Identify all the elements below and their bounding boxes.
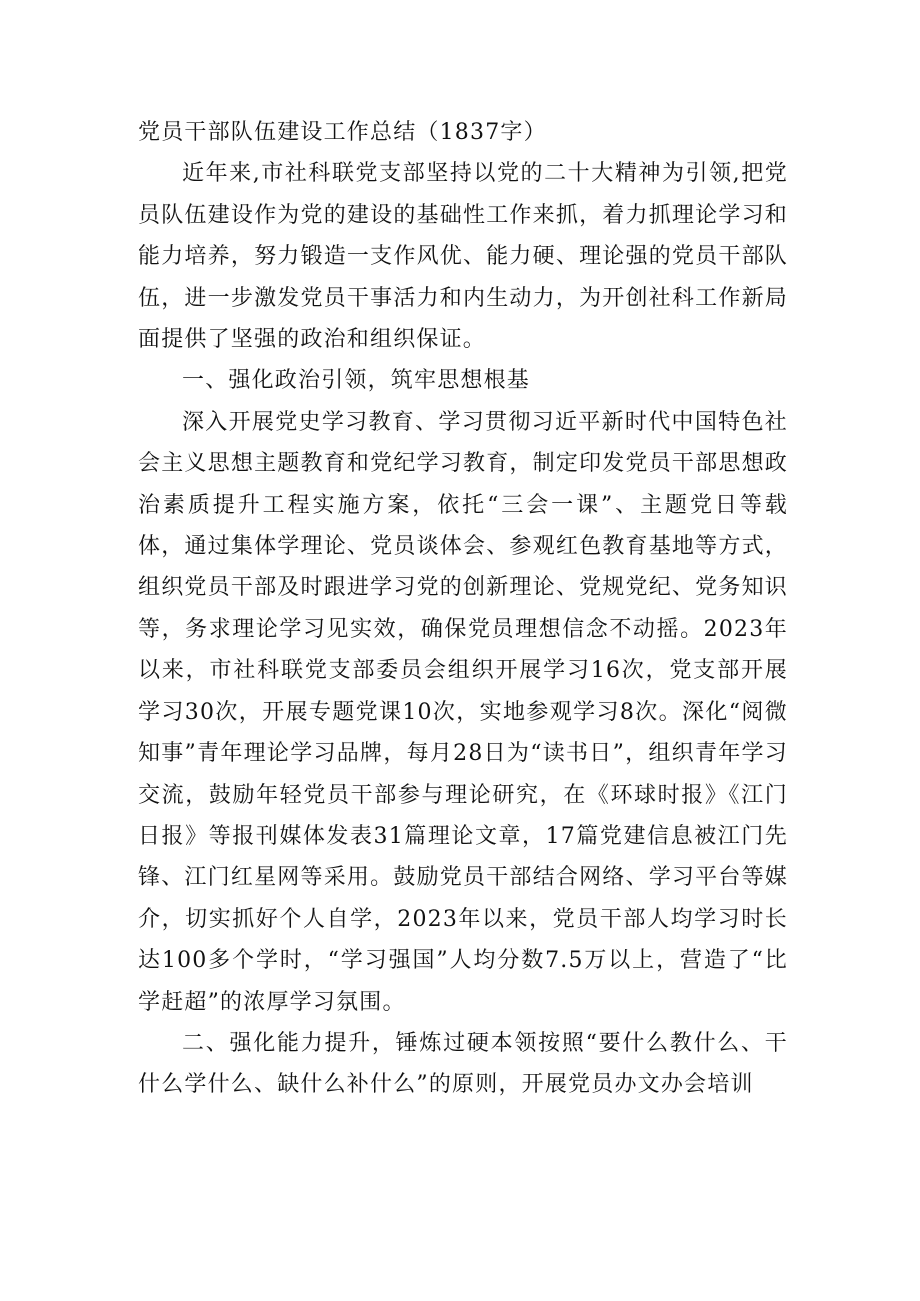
section-heading-2: 二、强化能力提升，锤炼过硬本领按照“要什么教什么、干什么学什么、缺什么补什么”的原则，开展党员办文办会培训: [138, 1030, 788, 1098]
document-title: 党员干部队伍建设工作总结（1837字）: [138, 120, 547, 145]
document-body: [138, 112, 788, 1106]
section-heading-1: 一、强化政治引领，筑牢思想根基: [182, 368, 531, 394]
section-1-paragraph: 深入开展党史学习教育、学习贯彻习近平新时代中国特色社会主义思想主题教育和党纪学习教育，制定印发党员干部思想政治素质提升工程实施方案，依托“三会一课”、主题党日等载体，通过集体学理论、党员谈体会、参观红色教育基地等方式，组织党员干部及时跟进学习党的创新理论、党规党纪、党务知识等，务求理论学习见实效，确保党员理想信念不动摇。2023年以来，市社科联党支部委员会组织开展学习16次，党支部开展学习30次，开展专题党课10次，实地参观学习8次。深化“阅微知事”青年理论学习品牌，每月28日为“读书日”，组织青年学习交流，鼓励年轻党员干部参与理论研究，在《环球时报》《江门日报》等报刊媒体发表31篇理论文章，17篇党建信息被江门先锋、江门红星网等采用。鼓励党员干部结合网络、学习平台等媒介，切实抓好个人自学，2023年以来，党员干部人均学习时长达100多个学时，“学习强国”人均分数7.5万以上，营造了“比学赶超”的浓厚学习氛围。: [138, 409, 788, 1015]
intro-paragraph: 近年来,市社科联党支部坚持以党的二十大精神为引领,把党员队伍建设作为党的建设的基础性工作来抓，着力抓理论学习和能力培养，努力锻造一支作风优、能力硬、理论强的党员干部队伍，进一步激发党员干事活力和内生动力，为开创社科工作新局面提供了坚强的政治和组织保证。: [138, 161, 788, 353]
